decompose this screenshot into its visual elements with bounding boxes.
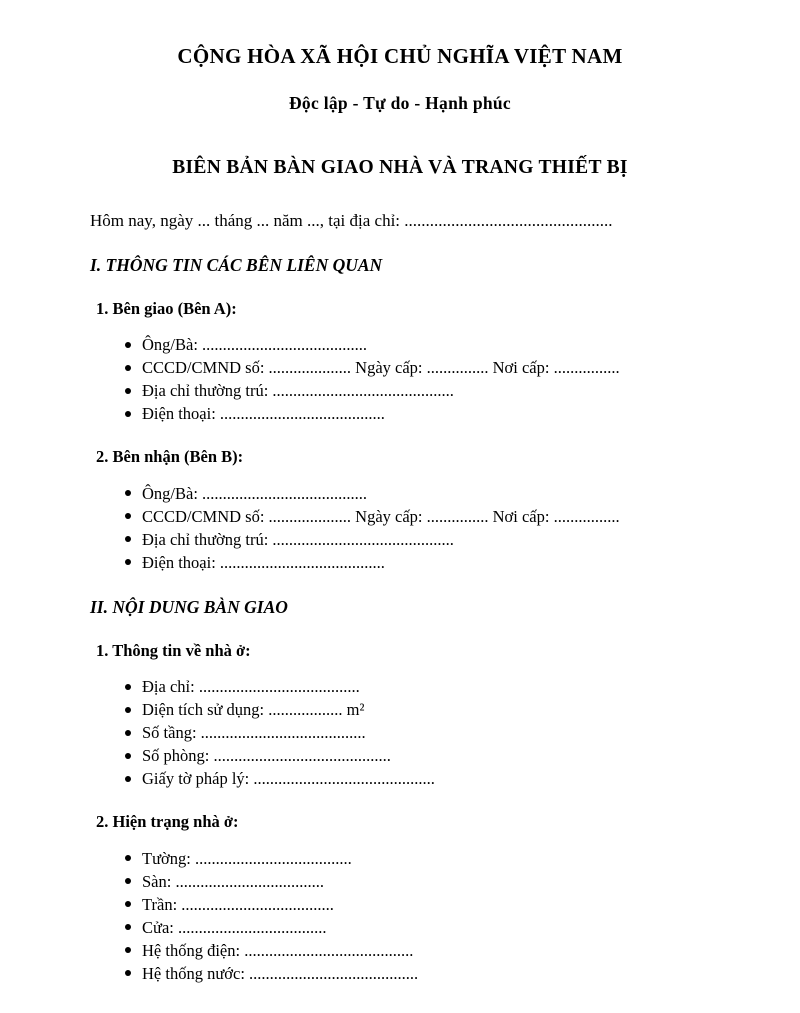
bullet-icon <box>125 924 131 930</box>
subsection-heading-party-b: 2. Bên nhận (Bên B): <box>96 447 244 467</box>
list-item <box>142 333 740 356</box>
list-item <box>142 698 740 721</box>
field-list-party-b <box>90 468 740 574</box>
field-list-party-a <box>90 319 740 425</box>
list-item <box>142 916 740 939</box>
bullet-icon <box>125 855 131 861</box>
section-heading-1: I. THÔNG TIN CÁC BÊN LIÊN QUAN <box>90 254 383 275</box>
section-heading-2: II. NỘI DUNG BÀN GIAO <box>90 596 288 617</box>
field-text: Điện thoại: ........................................ <box>142 552 385 572</box>
bullet-icon <box>125 388 131 394</box>
bullet-icon <box>125 776 131 782</box>
field-text: Ông/Bà: ........................................ <box>142 335 368 355</box>
bullet-icon <box>125 684 131 690</box>
list-item <box>142 379 740 402</box>
document-header <box>0 0 800 180</box>
bullet-icon <box>125 947 131 953</box>
national-motto: Độc lập - Tự do - Hạnh phúc <box>288 93 511 114</box>
subsection-heading-house-condition: 2. Hiện trạng nhà ở: <box>96 812 239 832</box>
bullet-icon <box>125 490 131 496</box>
bullet-icon <box>125 753 131 759</box>
subsection-heading-party-a: 1. Bên giao (Bên A): <box>96 298 237 318</box>
list-item <box>142 675 740 698</box>
bullet-icon <box>125 365 131 371</box>
bullet-icon <box>125 513 131 519</box>
field-list-house-info <box>90 661 740 790</box>
bullet-icon <box>125 730 131 736</box>
list-item <box>142 847 740 870</box>
bullet-icon <box>125 901 131 907</box>
field-text: Số tầng: ........................................ <box>142 723 366 743</box>
subsection-heading-house-info: 1. Thông tin về nhà ở: <box>96 640 251 660</box>
document-body <box>0 180 800 985</box>
field-list-house-condition <box>90 833 740 985</box>
field-text: Ông/Bà: ........................................ <box>142 483 368 503</box>
field-text: Điện thoại: ........................................ <box>142 404 385 424</box>
field-text: Cửa: .................................... <box>142 917 327 937</box>
bullet-icon <box>125 411 131 417</box>
field-text: Trần: ..................................... <box>142 894 334 914</box>
field-text: Địa chỉ thường trú: ............................................ <box>142 381 454 401</box>
intro-line: Hôm nay, ngày ... tháng ... năm ..., tại địa chỉ: ................................................. <box>90 210 613 230</box>
bullet-icon <box>125 970 131 976</box>
list-item <box>142 402 740 425</box>
field-text: Hệ thống điện: ......................................... <box>142 940 414 960</box>
list-item <box>142 505 740 528</box>
list-item <box>142 870 740 893</box>
list-item <box>142 356 740 379</box>
list-item <box>142 893 740 916</box>
list-item <box>142 939 740 962</box>
bullet-icon <box>125 342 131 348</box>
list-item <box>142 744 740 767</box>
field-text: Số phòng: ........................................... <box>142 746 391 766</box>
bullet-icon <box>125 707 131 713</box>
field-text: CCCD/CMND số: .................... Ngày cấp: ............... Nơi cấp: ................ <box>142 506 620 526</box>
list-item <box>142 962 740 985</box>
list-item <box>142 767 740 790</box>
bullet-icon <box>125 536 131 542</box>
field-text: Diện tích sử dụng: .................. m² <box>142 700 365 720</box>
document-title: BIÊN BẢN BÀN GIAO NHÀ VÀ TRANG THIẾT BỊ <box>172 157 628 179</box>
field-text: Hệ thống nước: ......................................... <box>142 963 419 983</box>
field-text: Giấy tờ pháp lý: ............................................ <box>142 769 435 789</box>
list-item <box>142 721 740 744</box>
field-text: Tường: ...................................... <box>142 848 352 868</box>
bullet-icon <box>125 559 131 565</box>
list-item <box>142 482 740 505</box>
national-title: CỘNG HÒA XÃ HỘI CHỦ NGHĨA VIỆT NAM <box>177 44 623 68</box>
field-text: CCCD/CMND số: .................... Ngày cấp: ............... Nơi cấp: ................ <box>142 358 620 378</box>
list-item <box>142 528 740 551</box>
field-text: Địa chỉ: ....................................... <box>142 677 360 697</box>
field-text: Địa chỉ thường trú: ............................................ <box>142 529 454 549</box>
field-text: Sàn: .................................... <box>142 871 324 891</box>
list-item <box>142 551 740 574</box>
bullet-icon <box>125 878 131 884</box>
